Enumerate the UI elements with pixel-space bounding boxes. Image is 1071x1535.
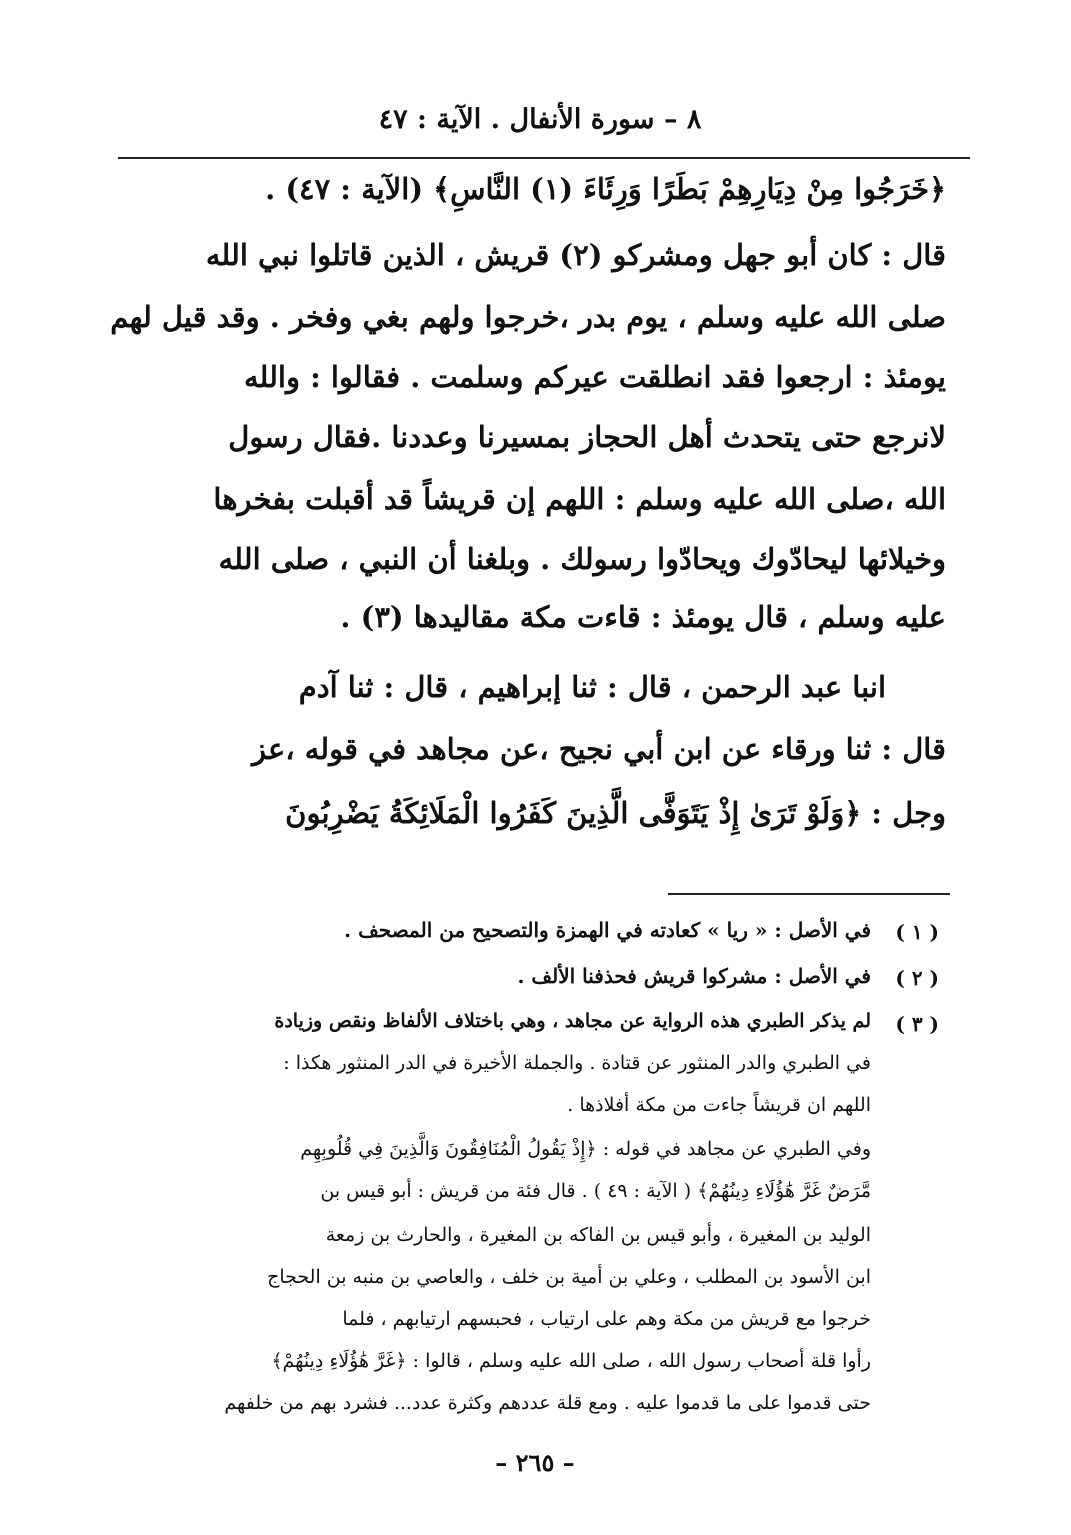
footnote-3-line-3: اللهم ان قريشاً جاءت من مكة أفلاذها . (567, 1094, 871, 1116)
main-line-6: الله ،صلى الله عليه وسلم : اللهم إن قريشاً قد أقبلت بفخرها (213, 482, 946, 516)
header-divider (118, 157, 970, 159)
footnote-divider (668, 893, 950, 895)
footnote-3-line-1: لم يذكر الطبري هذه الرواية عن مجاهد ، وهي باختلاف الألفاظ ونقص وزيادة (274, 1010, 871, 1032)
footnote-1-text: في الأصل : « ريا » كعادته في الهمزة والتصحيح من المصحف . (344, 918, 871, 942)
main-line-4: يومئذ : ارجعوا فقد انطلقت عيركم وسلمت . فقالوا : والله (243, 360, 946, 394)
main-line-5: لانرجع حتى يتحدث أهل الحجاز بمسيرنا وعددنا .فقال رسول (228, 420, 946, 454)
main-line-10: قال : ثنا ورقاء عن ابن أبي نجيح ،عن مجاهد في قوله ،عز (251, 732, 946, 766)
main-line-8: عليه وسلم ، قال يومئذ : قاءت مكة مقاليدها (٣) . (340, 600, 946, 634)
footnote-2-number: ( ٢ ) (895, 966, 939, 990)
main-line-2: قال : كان أبو جهل ومشركو (٢) قريش ، الذين قاتلوا نبي الله (205, 238, 946, 272)
footnote-3-line-8: خرجوا مع قريش من مكة وهم على ارتياب ، فحبسهم ارتيابهم ، فلما (342, 1308, 871, 1330)
main-line-11: وجل : ﴿وَلَوْ تَرَىٰ إِذْ يَتَوَفَّى الَّذِينَ كَفَرُوا الْمَلَائِكَةُ يَضْرِبُونَ (285, 796, 946, 830)
footnote-3-line-2: في الطبري والدر المنثور عن قتادة . والجملة الأخيرة في الدر المنثور هكذا : (283, 1052, 871, 1074)
main-line-9: انبا عبد الرحمن ، قال : ثنا إبراهيم ، قال : ثنا آدم (298, 670, 886, 704)
footnote-3-line-10: حتى قدموا على ما قدموا عليه . ومع قلة عددهم وكثرة عدد... فشرد بهم من خلفهم (224, 1392, 871, 1414)
page-header-title: ٨ – سورة الأنفال . الآية : ٤٧ (378, 104, 702, 135)
footnote-3-line-6: الوليد بن المغيرة ، وأبو قيس بن الفاكه بن المغيرة ، والحارث بن زمعة (325, 1224, 871, 1246)
footnote-1-number: ( ١ ) (895, 920, 939, 944)
main-line-7: وخيلائها ليحادّوك ويحادّوا رسولك . وبلغنا أن النبي ، صلى الله (218, 542, 946, 576)
page-number: – ٢٦٥ – (495, 1448, 575, 1477)
footnote-3-line-9: رأوا قلة أصحاب رسول الله ، صلى الله عليه وسلم ، قالوا : ﴿غَرَّ هَٰؤُلَاءِ دِينُهُمْ﴾ (271, 1350, 871, 1372)
footnote-3-line-4: وفي الطبري عن مجاهد في قوله : ﴿إِذْ يَقُولُ الْمُنَافِقُونَ وَالَّذِينَ فِي قُلُوبِهِم (300, 1138, 871, 1160)
main-line-1: ﴿خَرَجُوا مِنْ دِيَارِهِمْ بَطَرًا وَرِئَاءَ (١) النَّاسِ﴾ (الآية : ٤٧) . (265, 172, 946, 206)
footnote-2-text: في الأصل : مشركوا قريش فحذفنا الألف . (517, 964, 871, 988)
footnote-3-number: ( ٣ ) (895, 1012, 939, 1036)
footnote-3-line-7: ابن الأسود بن المطلب ، وعلي بن أمية بن خلف ، والعاصي بن منبه بن الحجاج (267, 1266, 871, 1288)
footnote-3-line-5: مَّرَضٌ غَرَّ هَٰؤُلَاءِ دِينُهُمْ﴾ ( الآية : ٤٩ ) . قال فئة من قريش : أبو قيس بن (320, 1180, 871, 1202)
main-line-3: صلى الله عليه وسلم ، يوم بدر ،خرجوا ولهم بغي وفخر . وقد قيل لهم (110, 300, 946, 334)
